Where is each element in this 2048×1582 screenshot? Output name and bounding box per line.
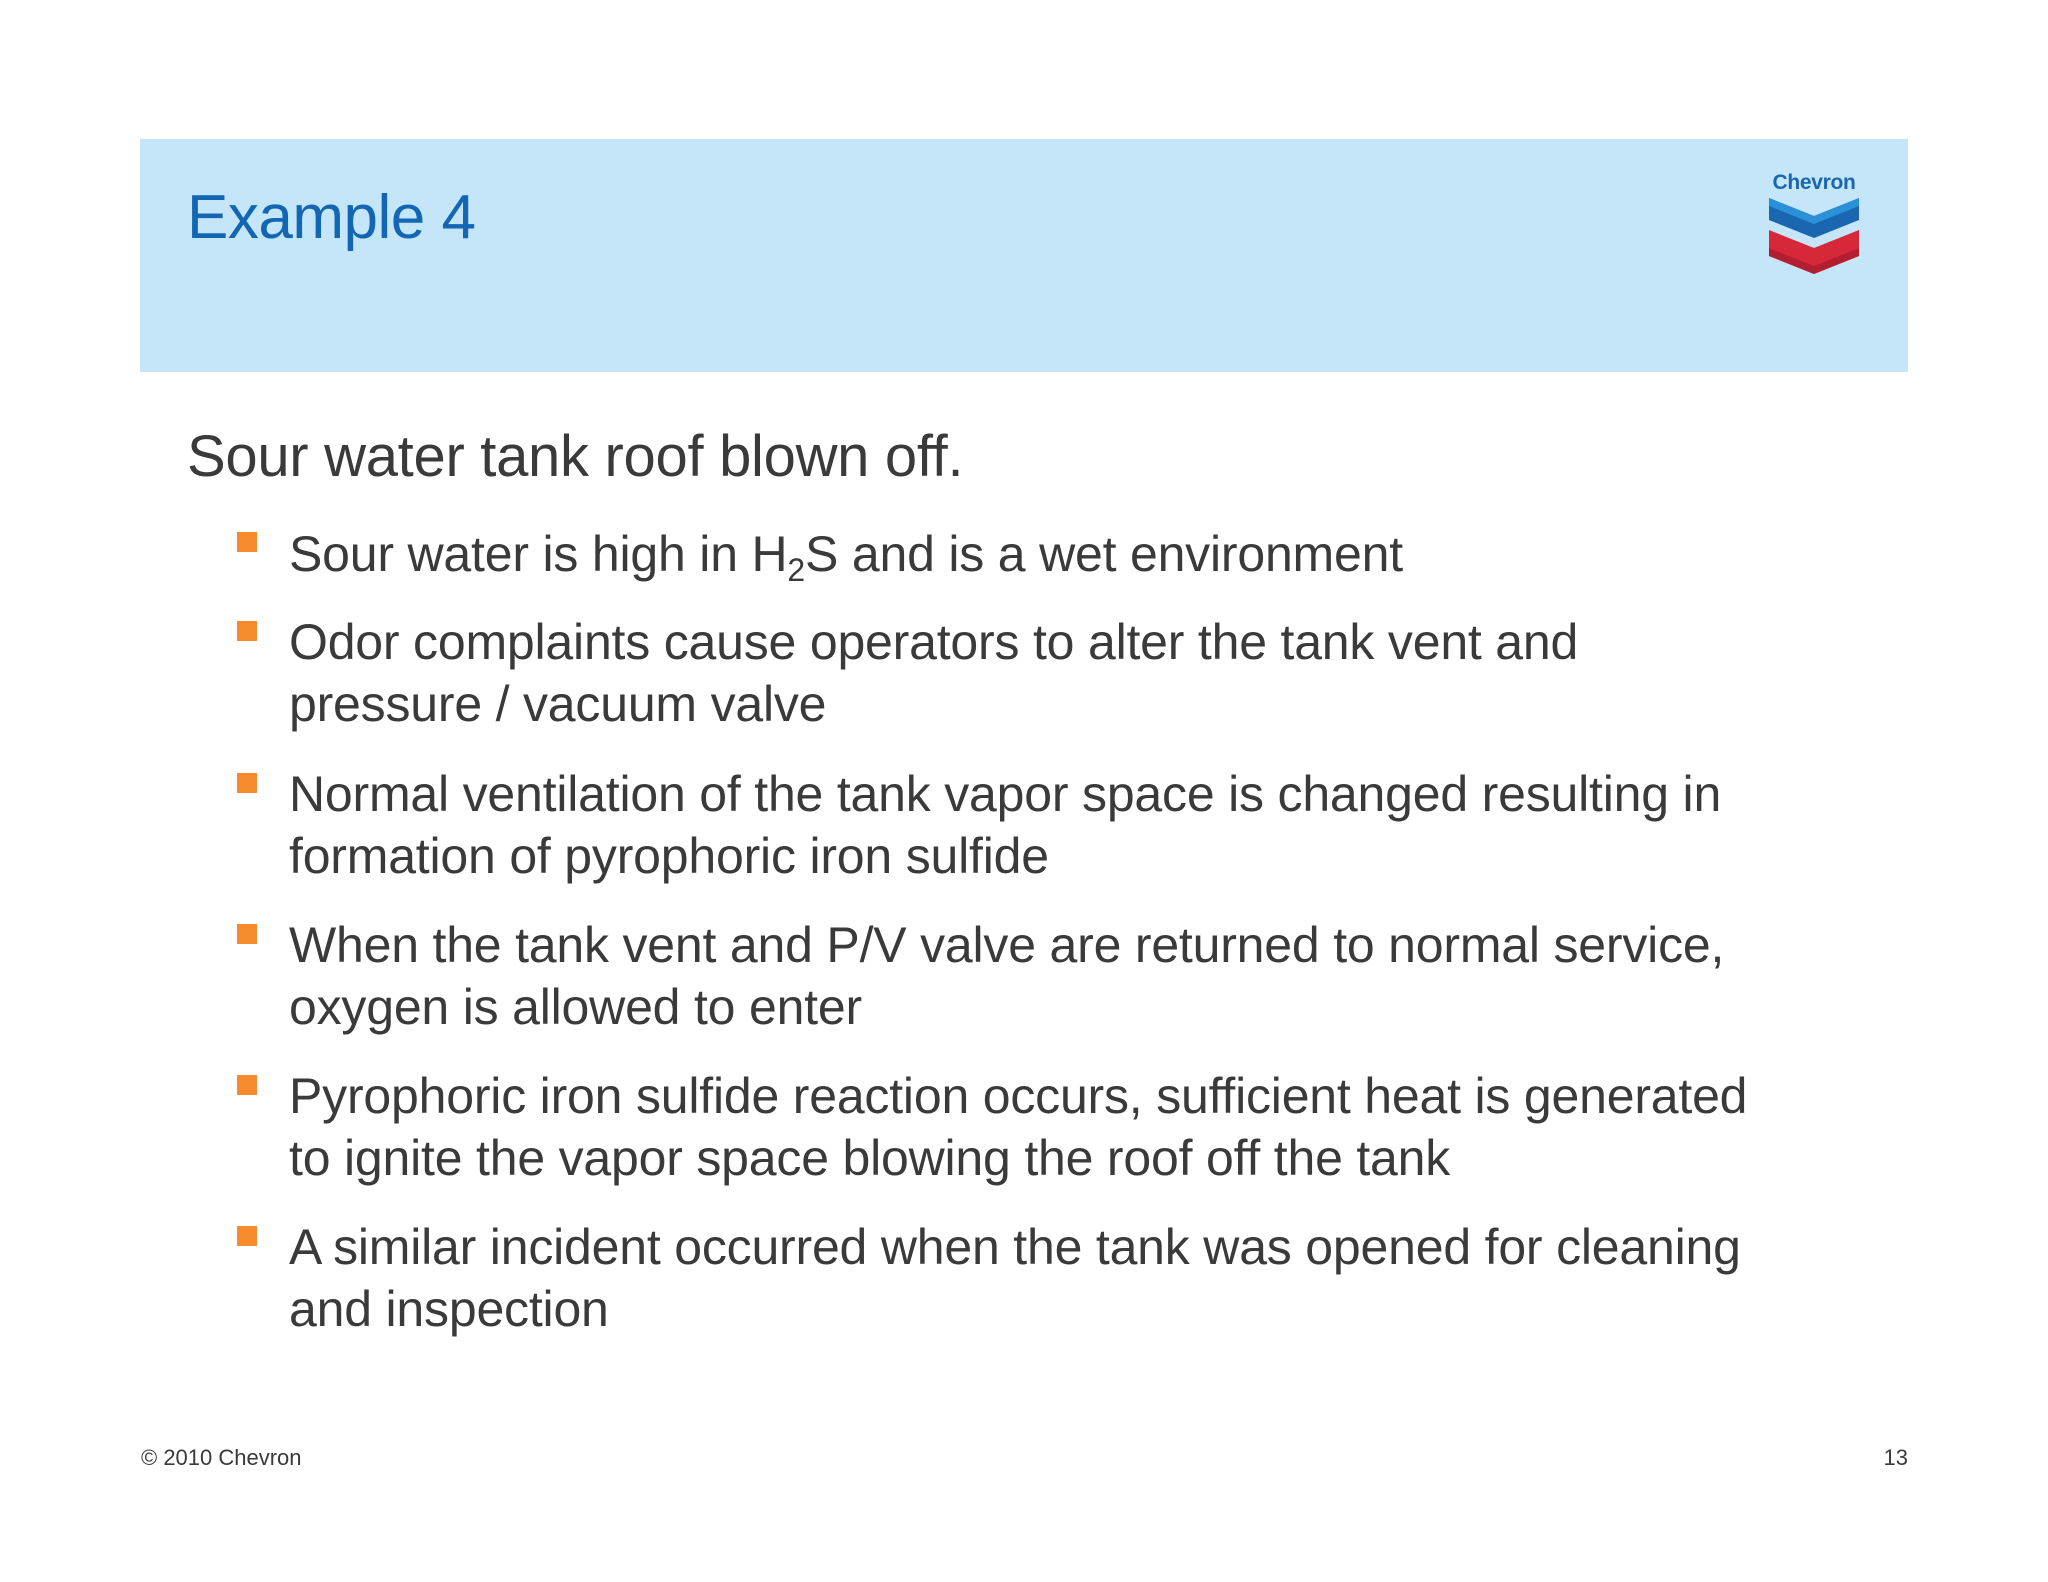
bullet-item-6 <box>289 1216 1849 1340</box>
chevron-logo <box>1762 172 1866 284</box>
logo-wordmark: Chevron <box>1772 171 1856 194</box>
bullet-item-5 <box>289 1065 1849 1189</box>
bullet-6-line-2: and inspection <box>289 1281 609 1337</box>
bullet-3-line-2: formation of pyrophoric iron sulfide <box>289 828 1049 884</box>
bullet-item-1 <box>289 523 1849 588</box>
bullet-item-3 <box>289 763 1849 887</box>
bullet-1-text-pre: Sour water is high in H <box>289 526 788 582</box>
bullet-item-4 <box>289 914 1849 1038</box>
slide-title: Example 4 <box>187 183 476 252</box>
bullet-1-subscript: 2 <box>787 552 806 588</box>
page-number: 13 <box>1883 1445 1908 1470</box>
bullet-5-line-1: Pyrophoric iron sulfide reaction occurs, sufficient heat is generated <box>289 1068 1748 1124</box>
bullet-3-line-1: Normal ventilation of the tank vapor space is changed resulting in <box>289 766 1722 822</box>
chevron-chevrons-logo-icon <box>1769 198 1859 278</box>
bullet-marker <box>237 1075 257 1095</box>
bullet-4-line-2: oxygen is allowed to enter <box>289 979 862 1035</box>
bullet-marker <box>237 773 257 793</box>
bullet-marker <box>237 1226 257 1246</box>
footer-copyright: © 2010 Chevron <box>141 1445 302 1470</box>
bullet-1-text-post: S and is a wet environment <box>805 526 1403 582</box>
header-band <box>140 139 1908 372</box>
bullet-2-line-2: pressure / vacuum valve <box>289 676 827 732</box>
bullet-marker <box>237 924 257 944</box>
bullet-5-line-2: to ignite the vapor space blowing the roof off the tank <box>289 1130 1451 1186</box>
bullet-item-2 <box>289 611 1849 735</box>
bullet-4-line-1: When the tank vent and P/V valve are returned to normal service, <box>289 917 1725 973</box>
bullet-marker <box>237 532 257 552</box>
bullet-2-line-1: Odor complaints cause operators to alter the tank vent and <box>289 614 1579 670</box>
bullet-marker <box>237 621 257 641</box>
slide-subtitle: Sour water tank roof blown off. <box>187 424 964 489</box>
bullet-6-line-1: A similar incident occurred when the tank was opened for cleaning <box>289 1219 1741 1275</box>
